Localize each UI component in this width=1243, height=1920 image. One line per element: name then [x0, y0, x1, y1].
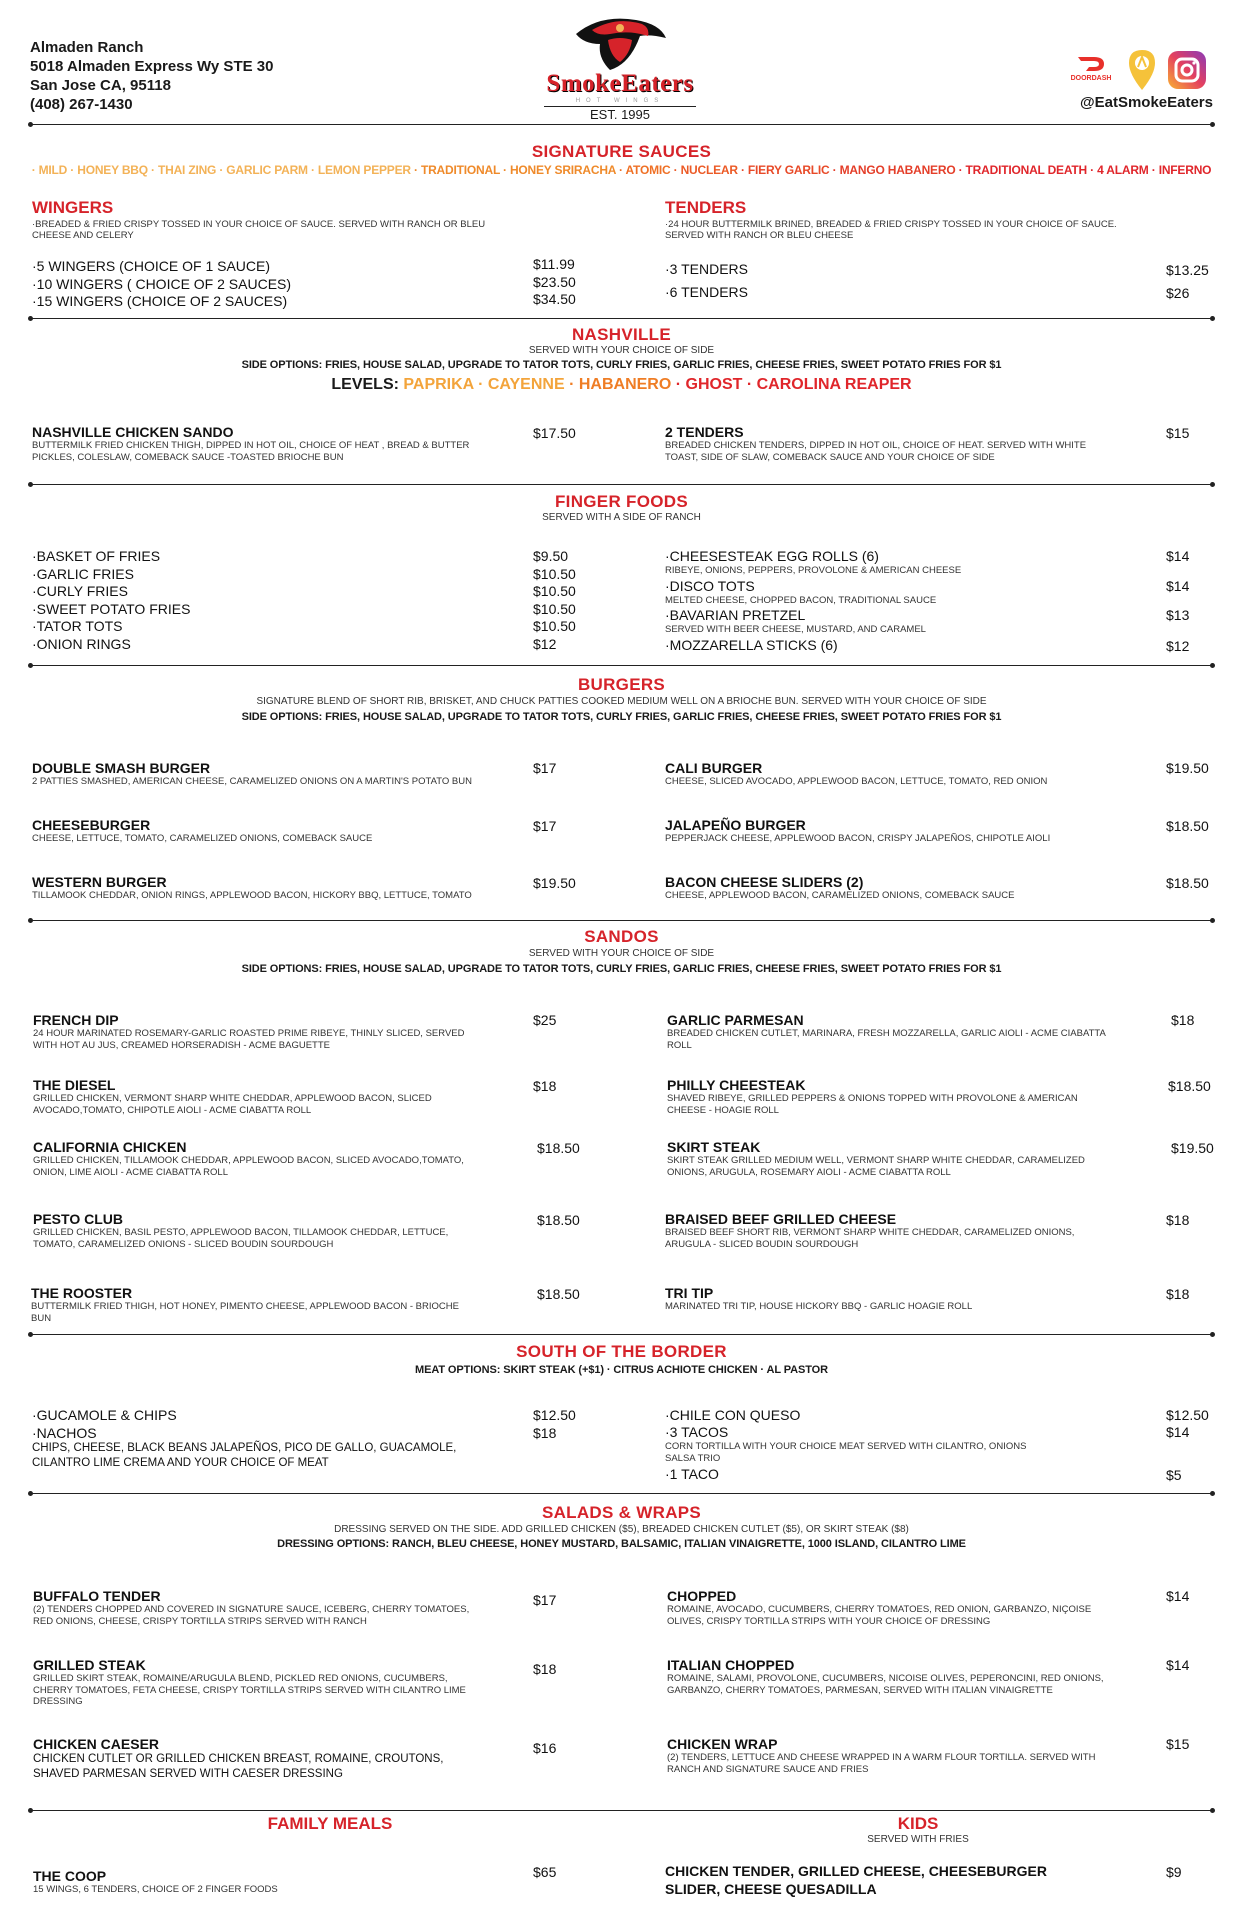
kids-title: KIDS — [897, 1814, 939, 1833]
sandos-side-options: SIDE OPTIONS: FRIES, HOUSE SALAD, UPGRADE TO TATOR TOTS, CURLY FRIES, GARLIC FRIES, CHEESE FRIES, SWEET POTATO FRIES FOR $1 — [241, 963, 1002, 975]
menu-item-desc: CHICKEN CUTLET OR GRILLED CHICKEN BREAST, ROMAINE, CROUTONS, SHAVED PARMESAN SERVED WITH CAESER DRESSING — [33, 1753, 444, 1780]
list-item: ·GUCAMOLE & CHIPS — [32, 1407, 177, 1423]
menu-item-desc: CHEESE, APPLEWOOD BACON, CARAMELIZED ONIONS, COMEBACK SAUCE — [665, 890, 1015, 901]
price: $18 — [1171, 1012, 1195, 1028]
burgers-note: SIGNATURE BLEND OF SHORT RIB, BRISKET, AND CHUCK PATTIES COOKED MEDIUM WELL ON A BRIOCHE BUN. SERVED WITH YOUR CHOICE OF SIDE — [256, 696, 987, 707]
south-meat-options: MEAT OPTIONS: SKIRT STEAK (+$1) · CITRUS ACHIOTE CHICKEN · AL PASTOR — [415, 1364, 828, 1376]
menu-item-name: ·DISCO TOTS — [665, 578, 755, 594]
menu-item-name: ·CHILE CON QUESO — [665, 1407, 801, 1423]
divider — [30, 665, 1213, 666]
salads-dressing-options: DRESSING OPTIONS: RANCH, BLEU CHEESE, HONEY MUSTARD, BALSAMIC, ITALIAN VINAIGRETTE, 1000 ISLAND, CILANTRO LIME — [277, 1538, 966, 1550]
wingers-prices — [533, 256, 576, 309]
menu-item-desc: CHEESE, LETTUCE, TOMATO, CARAMELIZED ONIONS, COMEBACK SAUCE — [32, 833, 373, 844]
sauce-item: HONEY BBQ — [77, 163, 148, 177]
price: $14 — [1166, 548, 1190, 564]
menu-item-name: WESTERN BURGER — [32, 874, 167, 890]
doordash-icon — [1076, 54, 1106, 72]
price: $5 — [1166, 1467, 1182, 1483]
sauces-list: · MILD · HONEY BBQ · THAI ZING · GARLIC PARM · LEMON PEPPER · TRADITIONAL · HONEY SRIRACHA · ATOMIC · NUCLEAR · FIERY GARLIC · MANGO HABANERO · TRADITIONAL DEATH · 4 ALARM · INFERNO — [31, 163, 1212, 177]
sandos-title: SANDOS — [584, 927, 659, 946]
price: $19.50 — [533, 875, 576, 891]
nashville-note: SERVED WITH YOUR CHOICE OF SIDE — [528, 345, 715, 356]
levels-label: LEVELS: — [331, 376, 404, 393]
price: $15 — [1166, 1736, 1190, 1752]
menu-item-name: ·1 TACO — [665, 1466, 719, 1482]
established-year: EST. 1995 — [544, 106, 696, 122]
price: $18.50 — [1168, 1078, 1211, 1094]
menu-item-desc: (2) TENDERS CHOPPED AND COVERED IN SIGNATURE SAUCE, ICEBERG, CHERRY TOMATOES, RED ONIONS, CHEESE, CRISPY TORTILLA STRIPS SERVED WITH RANCH — [33, 1604, 470, 1627]
sauce-item: ATOMIC — [625, 163, 671, 177]
divider — [30, 1810, 1213, 1811]
menu-item-name: DOUBLE SMASH BURGER — [32, 760, 211, 776]
menu-item-name: ·BAVARIAN PRETZEL — [665, 607, 806, 623]
list-item: ·10 WINGERS ( CHOICE OF 2 SAUCES) — [32, 275, 292, 292]
list-item: ·ONION RINGS — [32, 635, 131, 652]
finger-foods-prices — [533, 548, 576, 653]
price: $17 — [533, 1592, 557, 1608]
brand-subtitle: HOT WINGS — [575, 98, 665, 104]
location-phone[interactable]: (408) 267-1430 — [30, 96, 133, 113]
price: $19.50 — [1171, 1140, 1214, 1156]
menu-item: ·6 TENDERS — [665, 284, 748, 300]
menu-item-name: GARLIC PARMESAN — [667, 1012, 804, 1028]
menu-item-desc: 15 WINGS, 6 TENDERS, CHOICE OF 2 FINGER FOODS — [33, 1884, 278, 1895]
divider — [30, 1334, 1213, 1335]
menu-item-name: CALI BURGER — [665, 760, 763, 776]
family-meals-title: FAMILY MEALS — [267, 1814, 393, 1833]
price: $18 — [533, 1078, 557, 1094]
heat-level: CAYENNE — [487, 376, 565, 393]
price: $10.50 — [533, 600, 576, 617]
menu-item-desc: ROMAINE, AVOCADO, CUCUMBERS, CHERRY TOMATOES, RED ONION, GARBANZO, NIÇOISE OLIVES, CRISPY TORTILLA STRIPS WITH YOUR CHOICE OF DRESSING — [667, 1604, 1092, 1627]
menu-item-name: CHICKEN CAESER — [33, 1736, 160, 1752]
nashville-side-options: SIDE OPTIONS: FRIES, HOUSE SALAD, UPGRADE TO TATOR TOTS, CURLY FRIES, GARLIC FRIES, CHEESE FRIES, SWEET POTATO FRIES FOR $1 — [241, 359, 1002, 371]
price: $15 — [1166, 425, 1190, 441]
list-item: ·TATOR TOTS — [32, 618, 123, 634]
menu-item-name: THE COOP — [33, 1868, 107, 1884]
nashville-levels: LEVELS: PAPRIKA · CAYENNE · HABANERO · GHOST · CAROLINA REAPER — [331, 376, 912, 393]
list-item: ·BASKET OF FRIES — [32, 548, 161, 564]
menu-item-name: ITALIAN CHOPPED — [667, 1657, 795, 1673]
menu-item-name: ·MOZZARELLA STICKS (6) — [665, 637, 838, 653]
menu-item-desc: BUTTERMILK FRIED THIGH, HOT HONEY, PIMENTO CHEESE, APPLEWOOD BACON - BRIOCHE BUN — [31, 1301, 459, 1324]
kids-note: SERVED WITH FRIES — [867, 1834, 969, 1845]
sauce-item: LEMON PEPPER — [317, 163, 411, 177]
menu-item-name: CHICKEN TENDER, GRILLED CHEESE, CHEESEBURGER SLIDER, CHEESE QUESADILLA — [665, 1863, 1047, 1897]
menu-item-name: CHOPPED — [667, 1588, 737, 1604]
price: $10.50 — [533, 565, 576, 582]
location-address: 5018 Almaden Express Wy STE 30 — [30, 58, 274, 75]
price: $12 — [1166, 638, 1190, 654]
menu-item-desc: SHAVED RIBEYE, GRILLED PEPPERS & ONIONS TOPPED WITH PROVOLONE & AMERICAN CHEESE - HOAGIE ROLL — [667, 1093, 1078, 1116]
brand-name: SmokeEaters — [546, 70, 694, 97]
salads-title: SALADS & WRAPS — [541, 1503, 702, 1522]
tacos-desc: CORN TORTILLA WITH YOUR CHOICE MEAT SERVED WITH CILANTRO, ONIONS SALSA TRIO — [665, 1441, 1027, 1464]
list-item: ·5 WINGERS (CHOICE OF 1 SAUCE) — [32, 258, 271, 274]
price: $10.50 — [533, 618, 576, 634]
sauce-item: MILD — [38, 163, 68, 177]
menu-item-desc: MELTED CHEESE, CHOPPED BACON, TRADITIONAL SAUCE — [665, 595, 937, 606]
price: $18.50 — [537, 1140, 580, 1156]
menu-item-desc: BRAISED BEEF SHORT RIB, VERMONT SHARP WHITE CHEDDAR, CARAMELIZED ONIONS, ARUGULA - SLICED BOUDIN SOURDOUGH — [665, 1227, 1075, 1250]
menu-item-desc: BUTTERMILK FRIED CHICKEN THIGH, DIPPED IN HOT OIL, CHOICE OF HEAT , BREAD & BUTTER PICKLES, COLESLAW, COMEBACK SAUCE -TOASTED BRIOCHE BUN — [32, 440, 470, 463]
doordash-label: DOORDASH — [1070, 75, 1112, 82]
price: $17 — [533, 818, 557, 834]
menu-item-desc: 2 PATTIES SMASHED, AMERICAN CHEESE, CARAMELIZED ONIONS ON A MARTIN'S POTATO BUN — [32, 776, 472, 787]
burgers-title: BURGERS — [577, 675, 666, 694]
menu-item-name: BUFFALO TENDER — [33, 1588, 161, 1604]
heat-level: CAROLINA REAPER — [756, 376, 912, 393]
menu-item-desc: GRILLED SKIRT STEAK, ROMAINE/ARUGULA BLEND, PICKLED RED ONIONS, CUCUMBERS, CHERRY TOMATOES, FETA CHEESE, CRISPY TORTILLA STRIPS SERVED WITH CILANTRO LIME DRESSING — [33, 1673, 466, 1707]
menu-item-name: NASHVILLE CHICKEN SANDO — [32, 424, 234, 440]
divider — [30, 1493, 1213, 1494]
menu-item-name: THE ROOSTER — [31, 1285, 133, 1301]
heat-level: HABANERO — [578, 376, 672, 393]
south-title: SOUTH OF THE BORDER — [516, 1342, 727, 1361]
menu-item-desc: TILLAMOOK CHEDDAR, ONION RINGS, APPLEWOOD BACON, HICKORY BBQ, LETTUCE, TOMATO — [32, 890, 472, 901]
instagram-icon[interactable] — [1167, 50, 1207, 90]
wingers-title: WINGERS — [32, 198, 114, 217]
menu-item-name: GRILLED STEAK — [33, 1657, 146, 1673]
logo — [530, 12, 710, 132]
menu-item-name: JALAPEÑO BURGER — [665, 817, 806, 833]
price: $18.50 — [537, 1212, 580, 1228]
menu-item: ·3 TENDERS — [665, 261, 748, 277]
nashville-title: NASHVILLE — [571, 325, 672, 344]
divider — [30, 920, 1213, 921]
sauce-item: GARLIC PARM — [226, 163, 308, 177]
menu-item-desc: GRILLED CHICKEN, BASIL PESTO, APPLEWOOD BACON, TILLAMOOK CHEDDAR, LETTUCE, TOMATO, CARAMELIZED ONIONS - SLICED BOUDIN SOURDOUGH — [33, 1227, 449, 1250]
location-block — [30, 38, 273, 114]
price: $18.50 — [537, 1286, 580, 1302]
finger-foods-title: FINGER FOODS — [555, 492, 688, 511]
burgers-side-options: SIDE OPTIONS: FRIES, HOUSE SALAD, UPGRADE TO TATOR TOTS, CURLY FRIES, GARLIC FRIES, CHEESE FRIES, SWEET POTATO FRIES FOR $1 — [241, 711, 1002, 723]
firefighter-mascot-icon — [570, 14, 670, 72]
menu-item-desc: GRILLED CHICKEN, TILLAMOOK CHEDDAR, APPLEWOOD BACON, SLICED AVOCADO,TOMATO, ONION, LIME AIOLI - ACME CIABATTA ROLL — [33, 1155, 464, 1178]
social-handle[interactable]: @EatSmokeEaters — [1079, 94, 1213, 111]
price: $9.50 — [533, 548, 569, 564]
sauce-item: MANGO HABANERO — [839, 163, 956, 177]
menu-item-desc: BREADED CHICKEN TENDERS, DIPPED IN HOT OIL, CHOICE OF HEAT. SERVED WITH WHITE TOAST, SIDE OF SLAW, COMEBACK SAUCE AND YOUR CHOICE OF SIDE — [665, 440, 1087, 463]
price: $23.50 — [533, 273, 576, 290]
menu-item-desc: RIBEYE, ONIONS, PEPPERS, PROVOLONE & AMERICAN CHEESE — [665, 565, 962, 576]
menu-item-desc: (2) TENDERS, LETTUCE AND CHEESE WRAPPED IN A WARM FLOUR TORTILLA. SERVED WITH RANCH AND SIGNATURE SAUCE AND FRIES — [667, 1752, 1096, 1775]
menu-item-name: BACON CHEESE SLIDERS (2) — [665, 874, 864, 890]
menu-item-name: FRENCH DIP — [33, 1012, 119, 1028]
sauce-item: 4 ALARM — [1097, 163, 1149, 177]
heat-level: GHOST — [685, 376, 743, 393]
price: $12 — [533, 635, 557, 652]
menu-item-desc: PEPPERJACK CHEESE, APPLEWOOD BACON, CRISPY JALAPEÑOS, CHIPOTLE AIOLI — [665, 833, 1051, 844]
salads-note: DRESSING SERVED ON THE SIDE. ADD GRILLED CHICKEN ($5), BREADED CHICKEN CUTLET ($5), OR SKIRT STEAK ($8) — [334, 1524, 909, 1535]
menu-item-desc: GRILLED CHICKEN, VERMONT SHARP WHITE CHEDDAR, APPLEWOOD BACON, SLICED AVOCADO,TOMATO, CHIPOTLE AIOLI - ACME CIABATTA ROLL — [33, 1093, 432, 1116]
list-item: ·SWEET POTATO FRIES — [32, 600, 191, 617]
list-item: ·CURLY FRIES — [32, 583, 128, 599]
price: $18.50 — [1166, 875, 1209, 891]
list-item: ·GARLIC FRIES — [32, 565, 134, 582]
sauce-item: NUCLEAR — [680, 163, 738, 177]
price: $19.50 — [1166, 760, 1209, 776]
menu-item-name: TRI TIP — [665, 1285, 714, 1301]
menu-item-name: PHILLY CHEESTEAK — [667, 1077, 806, 1093]
menu-item-desc: BREADED CHICKEN CUTLET, MARINARA, FRESH MOZZARELLA, GARLIC AIOLI - ACME CIABATTA ROLL — [667, 1028, 1106, 1051]
price: $25 — [533, 1012, 557, 1028]
tenders-title: TENDERS — [665, 198, 747, 217]
price: $13.25 — [1166, 262, 1209, 278]
sauce-item: FIERY GARLIC — [747, 163, 830, 177]
price: $12.50 — [533, 1407, 576, 1423]
doordash-link[interactable] — [1063, 54, 1119, 82]
price: $13 — [1166, 607, 1190, 623]
price: $34.50 — [533, 291, 576, 307]
price: $18 — [1166, 1286, 1190, 1302]
menu-item-name: THE DIESEL — [33, 1077, 116, 1093]
finger-foods-list — [32, 548, 190, 653]
tenders-desc: ·24 HOUR BUTTERMILK BRINED, BREADED & FRIED CRISPY TOSSED IN YOUR CHOICE OF SAUCE. SERVED WITH RANCH OR BLEU CHEESE — [665, 219, 1117, 241]
divider — [30, 124, 1213, 125]
south-list — [32, 1407, 177, 1442]
location-city: San Jose CA, 95118 — [30, 77, 171, 94]
price: $14 — [1166, 1424, 1190, 1440]
list-item: ·NACHOS — [32, 1424, 97, 1441]
wingers-list — [32, 258, 291, 311]
sauce-item: INFERNO — [1158, 163, 1212, 177]
price: $12.50 — [1166, 1407, 1209, 1423]
price: $18 — [533, 1661, 557, 1677]
heat-level: PAPRIKA — [403, 376, 474, 393]
menu-item-name: SKIRT STEAK — [667, 1139, 761, 1155]
menu-item-desc: ROMAINE, SALAMI, PROVOLONE, CUCUMBERS, NICOISE OLIVES, PEPERONCINI, RED ONIONS, GARBANZO, CHERRY TOMATOES, PARMESAN, SERVED WITH ITALIAN VINAIGRETTE — [667, 1673, 1104, 1696]
divider — [30, 318, 1213, 319]
menu-item-name: BRAISED BEEF GRILLED CHEESE — [665, 1211, 897, 1227]
price: $18 — [1166, 1212, 1190, 1228]
price: $65 — [533, 1864, 557, 1880]
location-pin-icon[interactable] — [1127, 48, 1157, 92]
menu-item-name: ·3 TACOS — [665, 1424, 729, 1440]
menu-item-name: CHICKEN WRAP — [667, 1736, 778, 1752]
sauces-title: SIGNATURE SAUCES — [531, 142, 712, 161]
sauce-item: HONEY SRIRACHA — [509, 163, 616, 177]
menu-item-desc: 24 HOUR MARINATED ROSEMARY-GARLIC ROASTED PRIME RIBEYE, THINLY SLICED, SERVED WITH HOT AU JUS, CREAMED HORSERADISH - ACME BAGUETTE — [33, 1028, 465, 1051]
sandos-note: SERVED WITH YOUR CHOICE OF SIDE — [528, 948, 715, 959]
price: $10.50 — [533, 583, 576, 599]
south-prices — [533, 1407, 576, 1442]
divider — [30, 484, 1213, 485]
menu-item-name: ·CHEESESTEAK EGG ROLLS (6) — [665, 548, 879, 564]
location-name: Almaden Ranch — [30, 39, 144, 56]
sauce-item: TRADITIONAL — [420, 163, 500, 177]
wingers-desc: ·BREADED & FRIED CRISPY TOSSED IN YOUR CHOICE OF SAUCE. SERVED WITH RANCH OR BLEU CHEESE AND CELERY — [32, 219, 486, 241]
menu-item-desc: SERVED WITH BEER CHEESE, MUSTARD, AND CARAMEL — [665, 624, 926, 635]
list-item: ·15 WINGERS (CHOICE OF 2 SAUCES) — [32, 293, 288, 309]
menu-item-name: 2 TENDERS — [665, 424, 744, 440]
sauce-item: TRADITIONAL DEATH — [965, 163, 1088, 177]
price: $9 — [1166, 1864, 1182, 1880]
price: $18 — [533, 1424, 557, 1441]
price: $14 — [1166, 1657, 1190, 1673]
price: $26 — [1166, 285, 1190, 301]
nachos-desc: CHIPS, CHEESE, BLACK BEANS JALAPEÑOS, PICO DE GALLO, GUACAMOLE, CILANTRO LIME CREMA AND YOUR CHOICE OF MEAT — [32, 1442, 457, 1469]
price: $11.99 — [533, 256, 575, 272]
price: $17.50 — [533, 425, 576, 441]
finger-foods-note: SERVED WITH A SIDE OF RANCH — [542, 512, 701, 523]
price: $18.50 — [1166, 818, 1209, 834]
sauce-item: THAI ZING — [157, 163, 217, 177]
price: $17 — [533, 760, 557, 776]
price: $14 — [1166, 578, 1190, 594]
menu-item-name: CALIFORNIA CHICKEN — [33, 1139, 187, 1155]
menu-item-desc: MARINATED TRI TIP, HOUSE HICKORY BBQ - GARLIC HOAGIE ROLL — [665, 1301, 973, 1312]
menu-item-desc: SKIRT STEAK GRILLED MEDIUM WELL, VERMONT SHARP WHITE CHEDDAR, CARAMELIZED ONIONS, ARUGULA, ROSEMARY AIOLI - ACME CIABATTA ROLL — [667, 1155, 1085, 1178]
price: $14 — [1166, 1588, 1190, 1604]
price: $16 — [533, 1740, 557, 1756]
menu-item-name: CHEESEBURGER — [32, 817, 151, 833]
menu-item-name: PESTO CLUB — [33, 1211, 123, 1227]
social-icons — [1063, 48, 1213, 92]
menu-item-desc: CHEESE, SLICED AVOCADO, APPLEWOOD BACON, LETTUCE, TOMATO, RED ONION — [665, 776, 1048, 787]
